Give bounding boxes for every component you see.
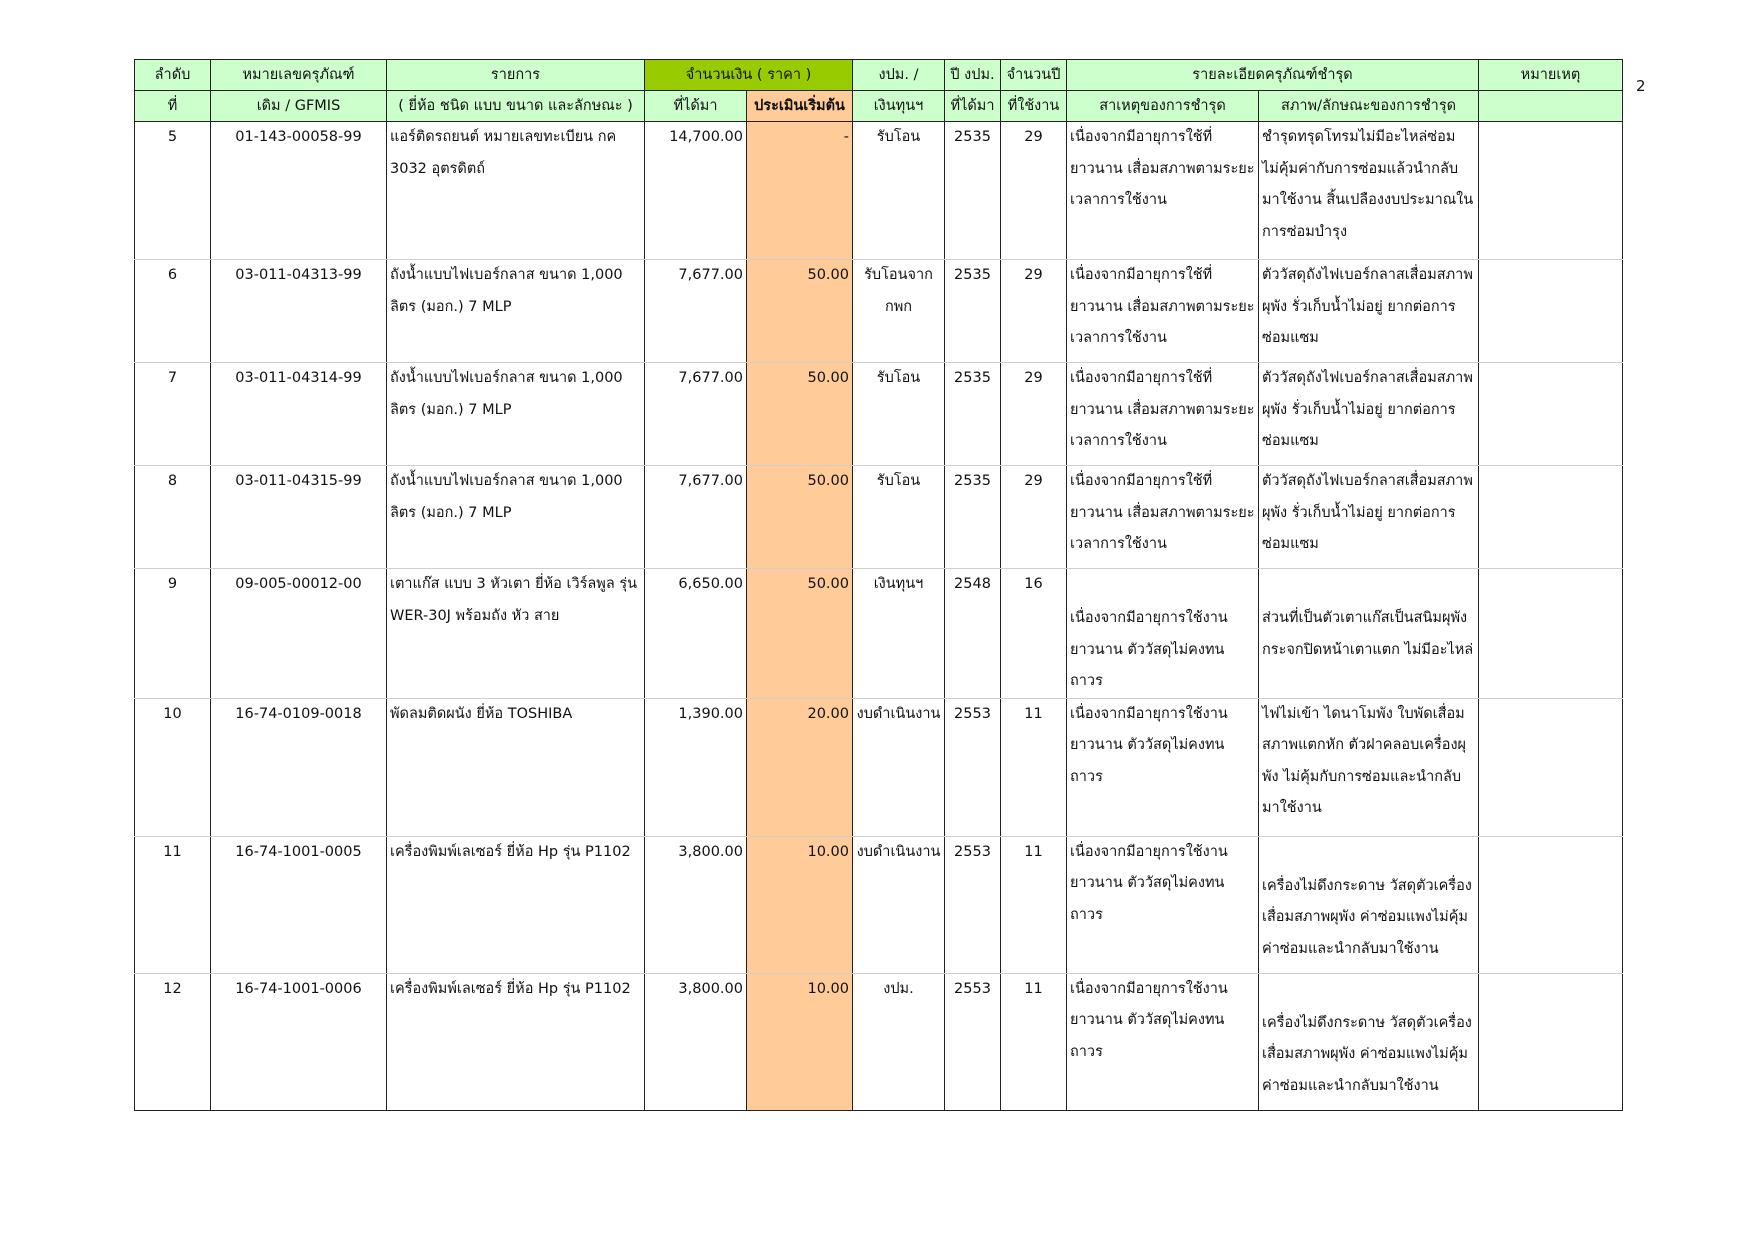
table-row xyxy=(135,569,1623,699)
header-appraisal: ประเมินเริ่มต้น xyxy=(747,91,853,122)
header-item-2: ( ยี่ห้อ ชนิด แบบ ขนาด และลักษณะ ) xyxy=(387,91,645,122)
cell-asset-no: 01-143-00058-99 xyxy=(211,122,387,260)
header-year: ปี งปม. xyxy=(945,60,1001,91)
header-acquired-price: ที่ได้มา xyxy=(645,91,747,122)
cell-item: เครื่องพิมพ์เลเซอร์ ยี่ห้อ Hp รุ่น P1102 xyxy=(387,836,645,973)
cell-item: ถังน้ำแบบไฟเบอร์กลาส ขนาด 1,000 ลิตร (มอก.) 7 MLP xyxy=(387,260,645,363)
cell-remark xyxy=(1479,363,1623,466)
cell-years-used: 11 xyxy=(1001,836,1067,973)
table-row xyxy=(135,836,1623,973)
header-years-used: จำนวนปี xyxy=(1001,60,1067,91)
cell-budget: รับโอน xyxy=(853,363,945,466)
cell-years-used: 16 xyxy=(1001,569,1067,699)
cell-remark xyxy=(1479,836,1623,973)
cell-cause: เนื่องจากมีอายุการใช้ที่ยาวนาน เสื่อมสภาพตามระยะเวลาการใช้งาน xyxy=(1067,122,1259,260)
cell-price: 6,650.00 xyxy=(645,569,747,699)
cell-asset-no: 09-005-00012-00 xyxy=(211,569,387,699)
header-years-used-2: ที่ใช้งาน xyxy=(1001,91,1067,122)
cell-years-used: 29 xyxy=(1001,466,1067,569)
cell-item: พัดลมติดผนัง ยี่ห้อ TOSHIBA xyxy=(387,698,645,836)
cell-asset-no: 03-011-04314-99 xyxy=(211,363,387,466)
cell-price: 14,700.00 xyxy=(645,122,747,260)
cell-price: 7,677.00 xyxy=(645,363,747,466)
cell-cause: เนื่องจากมีอายุการใช้ที่ยาวนาน เสื่อมสภาพตามระยะเวลาการใช้งาน xyxy=(1067,260,1259,363)
cell-condition: ตัววัสดุถังไฟเบอร์กลาสเสื่อมสภาพผุพัง รั่วเก็บน้ำไม่อยู่ ยากต่อการซ่อมแซม xyxy=(1259,260,1479,363)
cell-item: เครื่องพิมพ์เลเซอร์ ยี่ห้อ Hp รุ่น P1102 xyxy=(387,973,645,1110)
header-budget: งปม. / xyxy=(853,60,945,91)
header-remark-2 xyxy=(1479,91,1623,122)
table-row xyxy=(135,698,1623,836)
cell-condition: ส่วนที่เป็นตัวเตาแก๊สเป็นสนิมผุพัง กระจกปิดหน้าเตาแตก ไม่มีอะไหล่ xyxy=(1259,569,1479,699)
table-row xyxy=(135,973,1623,1110)
cell-cause: เนื่องจากมีอายุการใช้ที่ยาวนาน เสื่อมสภาพตามระยะเวลาการใช้งาน xyxy=(1067,466,1259,569)
cell-price: 1,390.00 xyxy=(645,698,747,836)
table-row xyxy=(135,466,1623,569)
cell-year: 2535 xyxy=(945,122,1001,260)
table-row xyxy=(135,122,1623,260)
cell-condition: เครื่องไม่ดึงกระดาษ วัสดุตัวเครื่องเสื่อมสภาพผุพัง ค่าซ่อมแพงไม่คุ้มค่าซ่อมและนำกลับมาใช้งาน xyxy=(1259,836,1479,973)
cell-remark xyxy=(1479,466,1623,569)
cell-appraisal: - xyxy=(747,122,853,260)
cell-year: 2553 xyxy=(945,836,1001,973)
cell-year: 2553 xyxy=(945,973,1001,1110)
cell-seq: 11 xyxy=(135,836,211,973)
cell-budget: รับโอน xyxy=(853,122,945,260)
cell-asset-no: 16-74-1001-0005 xyxy=(211,836,387,973)
cell-seq: 10 xyxy=(135,698,211,836)
cell-appraisal: 20.00 xyxy=(747,698,853,836)
cell-condition: ตัววัสดุถังไฟเบอร์กลาสเสื่อมสภาพผุพัง รั่วเก็บน้ำไม่อยู่ ยากต่อการซ่อมแซม xyxy=(1259,466,1479,569)
header-year-2: ที่ได้มา xyxy=(945,91,1001,122)
cell-budget: งบดำเนินงาน xyxy=(853,836,945,973)
cell-asset-no: 16-74-0109-0018 xyxy=(211,698,387,836)
cell-cause: เนื่องจากมีอายุการใช้งานยาวนาน ตัววัสดุไม่คงทนถาวร xyxy=(1067,973,1259,1110)
cell-budget: งบดำเนินงาน xyxy=(853,698,945,836)
table-row xyxy=(135,363,1623,466)
cell-seq: 7 xyxy=(135,363,211,466)
cell-years-used: 29 xyxy=(1001,363,1067,466)
damaged-asset-table xyxy=(134,59,1623,1111)
cell-appraisal: 10.00 xyxy=(747,836,853,973)
cell-remark xyxy=(1479,698,1623,836)
cell-cause: เนื่องจากมีอายุการใช้งานยาวนาน ตัววัสดุไม่คงทนถาวร xyxy=(1067,569,1259,699)
cell-years-used: 11 xyxy=(1001,973,1067,1110)
cell-item: ถังน้ำแบบไฟเบอร์กลาส ขนาด 1,000 ลิตร (มอก.) 7 MLP xyxy=(387,466,645,569)
header-condition: สภาพ/ลักษณะของการชำรุด xyxy=(1259,91,1479,122)
cell-price: 7,677.00 xyxy=(645,466,747,569)
header-money-group: จำนวนเงิน ( ราคา ) xyxy=(645,60,853,91)
cell-price: 7,677.00 xyxy=(645,260,747,363)
header-asset-no-2: เดิม / GFMIS xyxy=(211,91,387,122)
cell-condition: เครื่องไม่ดึงกระดาษ วัสดุตัวเครื่องเสื่อมสภาพผุพัง ค่าซ่อมแพงไม่คุ้มค่าซ่อมและนำกลับมาใช้งาน xyxy=(1259,973,1479,1110)
cell-budget: งปม. xyxy=(853,973,945,1110)
header-budget-2: เงินทุนฯ xyxy=(853,91,945,122)
cell-cause: เนื่องจากมีอายุการใช้ที่ยาวนาน เสื่อมสภาพตามระยะเวลาการใช้งาน xyxy=(1067,363,1259,466)
cell-seq: 6 xyxy=(135,260,211,363)
cell-year: 2535 xyxy=(945,260,1001,363)
cell-budget: รับโอนจาก กพก xyxy=(853,260,945,363)
cell-asset-no: 03-011-04315-99 xyxy=(211,466,387,569)
cell-appraisal: 50.00 xyxy=(747,363,853,466)
cell-condition: ชำรุดทรุดโทรมไม่มีอะไหล่ซ่อม ไม่คุ้มค่ากับการซ่อมแล้วนำกลับมาใช้งาน สิ้นเปลืองงบประมาณในการซ่อมบำรุง xyxy=(1259,122,1479,260)
cell-asset-no: 03-011-04313-99 xyxy=(211,260,387,363)
table-header xyxy=(135,60,1623,122)
cell-year: 2535 xyxy=(945,363,1001,466)
header-seq: ลำดับ xyxy=(135,60,211,91)
cell-appraisal: 10.00 xyxy=(747,973,853,1110)
cell-cause: เนื่องจากมีอายุการใช้งานยาวนาน ตัววัสดุไม่คงทนถาวร xyxy=(1067,698,1259,836)
cell-item: แอร์ติดรถยนต์ หมายเลขทะเบียน กค 3032 อุตรดิตถ์ xyxy=(387,122,645,260)
cell-condition: ตัววัสดุถังไฟเบอร์กลาสเสื่อมสภาพผุพัง รั่วเก็บน้ำไม่อยู่ ยากต่อการซ่อมแซม xyxy=(1259,363,1479,466)
cell-item: ถังน้ำแบบไฟเบอร์กลาส ขนาด 1,000 ลิตร (มอก.) 7 MLP xyxy=(387,363,645,466)
cell-appraisal: 50.00 xyxy=(747,569,853,699)
cell-budget: รับโอน xyxy=(853,466,945,569)
cell-remark xyxy=(1479,260,1623,363)
cell-appraisal: 50.00 xyxy=(747,466,853,569)
cell-year: 2535 xyxy=(945,466,1001,569)
cell-year: 2548 xyxy=(945,569,1001,699)
cell-seq: 9 xyxy=(135,569,211,699)
cell-cause: เนื่องจากมีอายุการใช้งานยาวนาน ตัววัสดุไม่คงทนถาวร xyxy=(1067,836,1259,973)
header-asset-no: หมายเลขครุภัณฑ์ xyxy=(211,60,387,91)
cell-appraisal: 50.00 xyxy=(747,260,853,363)
cell-budget: เงินทุนฯ xyxy=(853,569,945,699)
header-cause: สาเหตุของการชำรุด xyxy=(1067,91,1259,122)
cell-asset-no: 16-74-1001-0006 xyxy=(211,973,387,1110)
cell-seq: 12 xyxy=(135,973,211,1110)
header-remark: หมายเหตุ xyxy=(1479,60,1623,91)
header-seq-2: ที่ xyxy=(135,91,211,122)
header-item: รายการ xyxy=(387,60,645,91)
cell-remark xyxy=(1479,569,1623,699)
cell-years-used: 29 xyxy=(1001,260,1067,363)
cell-seq: 5 xyxy=(135,122,211,260)
cell-price: 3,800.00 xyxy=(645,836,747,973)
table-row xyxy=(135,260,1623,363)
cell-condition: ไฟไม่เข้า ไดนาโมพัง ใบพัดเสื่อมสภาพแตกหัก ตัวฝาคลอบเครื่องผุพัง ไม่คุ้มกับการซ่อมและนำกลับมาใช้งาน xyxy=(1259,698,1479,836)
cell-remark xyxy=(1479,973,1623,1110)
cell-years-used: 11 xyxy=(1001,698,1067,836)
page-number: 2 xyxy=(1636,77,1646,95)
header-damage-group: รายละเอียดครุภัณฑ์ชำรุด xyxy=(1067,60,1479,91)
cell-years-used: 29 xyxy=(1001,122,1067,260)
cell-item: เตาแก๊ส แบบ 3 หัวเตา ยี่ห้อ เวิร์ลพูล รุ่น WER-30J พร้อมถัง หัว สาย xyxy=(387,569,645,699)
cell-year: 2553 xyxy=(945,698,1001,836)
cell-price: 3,800.00 xyxy=(645,973,747,1110)
cell-seq: 8 xyxy=(135,466,211,569)
cell-remark xyxy=(1479,122,1623,260)
